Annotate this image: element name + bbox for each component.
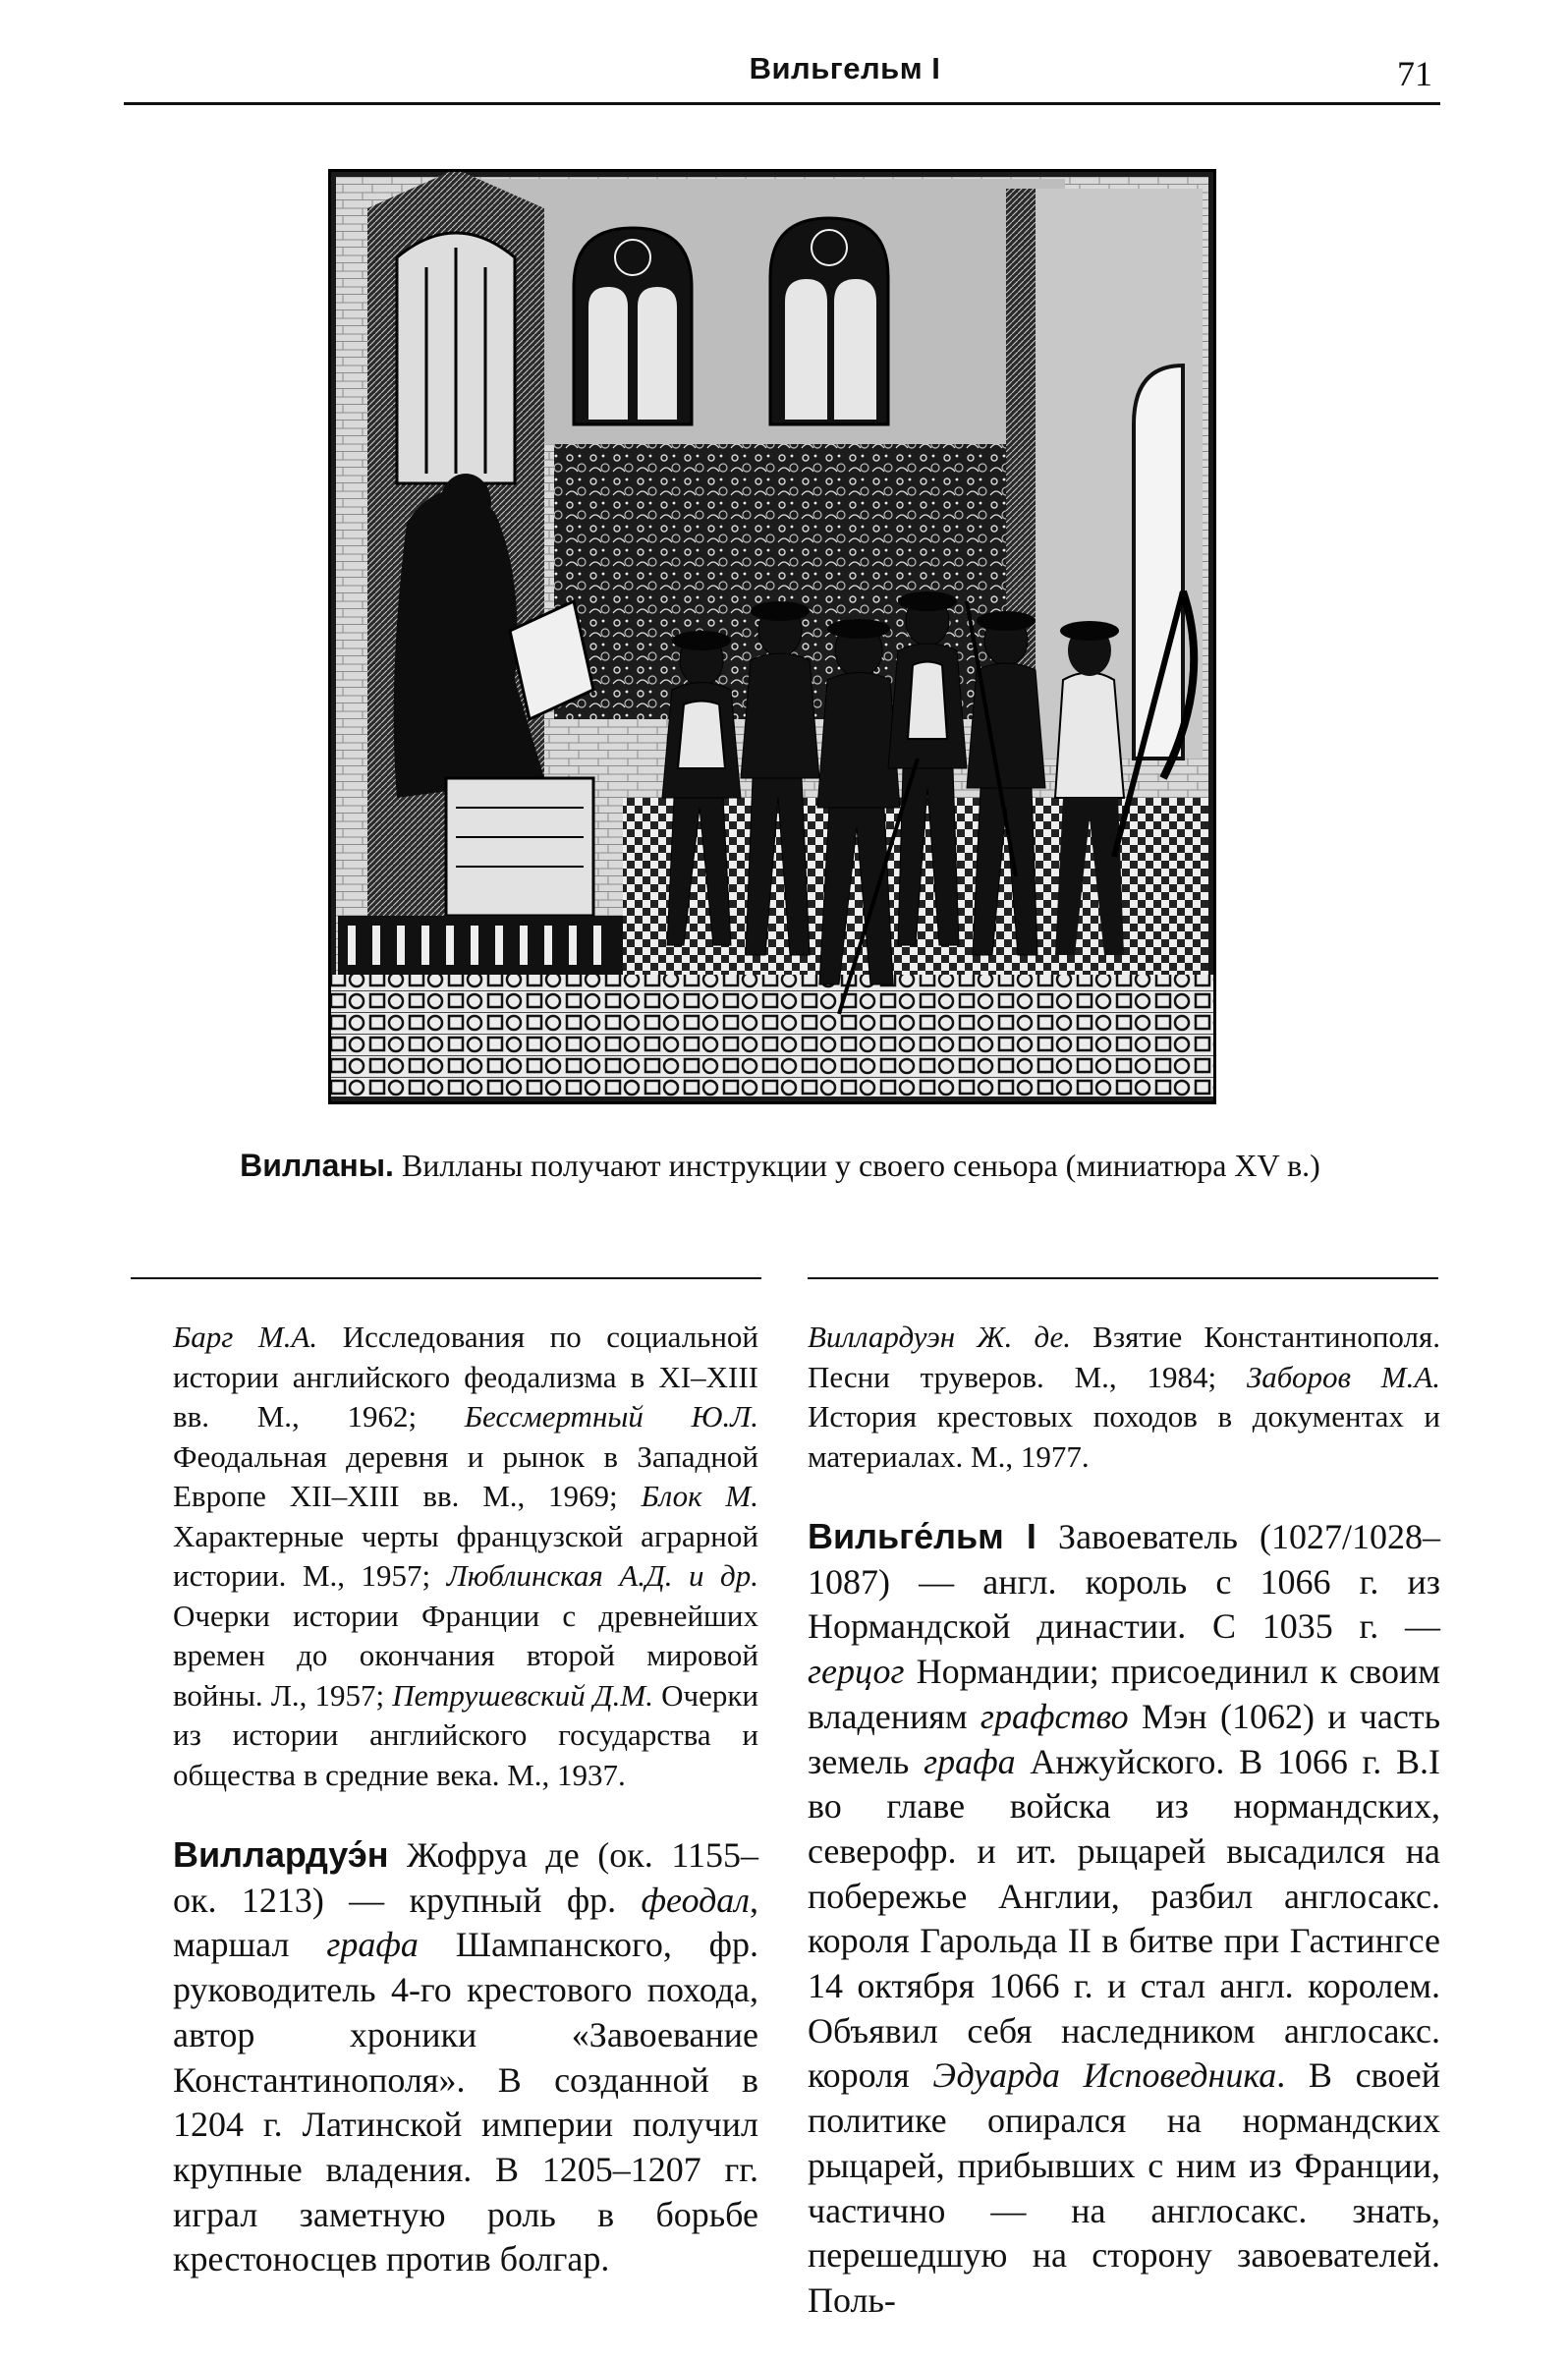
left-reference-segment: Люблинская А.Д. и др. xyxy=(446,1558,758,1593)
left-column xyxy=(173,1287,758,2318)
entry-william-i xyxy=(808,1514,1440,2324)
miniature-engraving xyxy=(328,169,1216,1104)
right-references xyxy=(808,1318,1440,1477)
left-reference-segment: Характерные черты французской аграрной истории. М., 1957; xyxy=(173,1518,758,1593)
running-title: Вильгельм I xyxy=(749,51,941,85)
villehardouin-text-segment: феодал xyxy=(641,1880,750,1920)
left-references xyxy=(173,1318,758,1795)
right-column xyxy=(808,1287,1440,2359)
william-text-segment: герцог xyxy=(808,1652,905,1692)
left-column-rule xyxy=(131,1277,761,1279)
william-text-segment: . В своей политике опирался на нормандских рыцарей, прибывших с ним из Франции, частично — на англосакс. знать, перешедшую на сторону завоевателей. Поль- xyxy=(808,2055,1440,2320)
villehardouin-text-segment: , маршал xyxy=(173,1880,758,1965)
villehardouin-text-segment: Жофруа де (ок. 1155–ок. 1213) — крупный фр. xyxy=(173,1835,758,1920)
right-reference-segment: Заборов М.А. xyxy=(1246,1359,1441,1394)
left-reference-segment: Петрушевский Д.М. xyxy=(392,1677,653,1713)
villehardouin-text-segment: графа xyxy=(326,1925,419,1965)
left-reference-segment: Феодальная деревня и рынок в Западной Европе XII–XIII вв. М., 1969; xyxy=(173,1438,758,1513)
left-reference-segment: Бессмертный Ю.Л. xyxy=(464,1399,758,1434)
right-reference-segment: Взятие Константинополя. Песни труверов. М., 1984; xyxy=(808,1320,1440,1394)
william-text-segment: Нормандии; присоединил к своим владениям xyxy=(808,1652,1440,1736)
right-reference-segment: История крестовых походов в документах и материалах. М., 1977. xyxy=(808,1399,1440,1474)
william-text-segment: Мэн (1062) и часть земель xyxy=(808,1696,1440,1781)
right-reference-segment: Виллардуэн Ж. де. xyxy=(808,1320,1072,1354)
william-text-segment: Завоеватель (1027/1028–1087) — англ. король с 1066 г. из Нормандской династии. С 1035 г. — xyxy=(808,1517,1440,1647)
figure-caption xyxy=(132,1146,1428,1185)
william-text-segment: графа xyxy=(924,1741,1016,1781)
page-number: 71 xyxy=(1397,54,1432,93)
headword-villehardouin: Виллардуэ́н xyxy=(173,1834,389,1875)
page-header xyxy=(124,39,1440,102)
left-reference-segment: Исследования по социальной истории английского феодализма в XI–XIII вв. М., 1962; xyxy=(173,1320,759,1434)
caption-text: Вилланы получают инструкции у своего сеньора (миниатюра XV в.) xyxy=(393,1148,1320,1183)
right-column-rule xyxy=(808,1277,1438,1279)
left-reference-segment: Очерки из истории английского государства и общества в средние века. М., 1937. xyxy=(173,1677,758,1792)
left-reference-segment: Барг М.А. xyxy=(173,1320,318,1354)
headword-william-i: Вильге́льм I xyxy=(808,1516,1036,1556)
left-reference-segment: Блок М. xyxy=(641,1479,758,1513)
header-rule xyxy=(124,102,1440,105)
william-text-segment: Эдуарда Исповедника xyxy=(932,2055,1277,2096)
william-text-segment: Анжуйского. В 1066 г. В.I во главе войска из нормандских, северофр. и ит. рыцарей высадился на побережье Англии, разбил англосакс. короля Гарольда II в битве при Гастингсе 14 октября 1066 г. и стал англ. королем. Объявил себя наследником англосакс. короля xyxy=(808,1741,1440,2096)
villehardouin-text-segment: Шампанского, фр. руководитель 4-го крестового похода, автор хроники «Завоевание Константинополя». В созданной в 1204 г. Латинской империи получил крупные владения. В 1205–1207 гг. играл заметную роль в борьбе крестоносцев против болгар. xyxy=(173,1925,759,2279)
william-text-segment: графство xyxy=(980,1696,1129,1736)
caption-label: Вилланы. xyxy=(240,1148,394,1183)
entry-villehardouin xyxy=(173,1832,758,2282)
miniature-illustration xyxy=(328,169,1216,1104)
left-reference-segment: Очерки истории Франции с древнейших времен до окончания второй мировой войны. Л., 1957; xyxy=(173,1598,758,1713)
